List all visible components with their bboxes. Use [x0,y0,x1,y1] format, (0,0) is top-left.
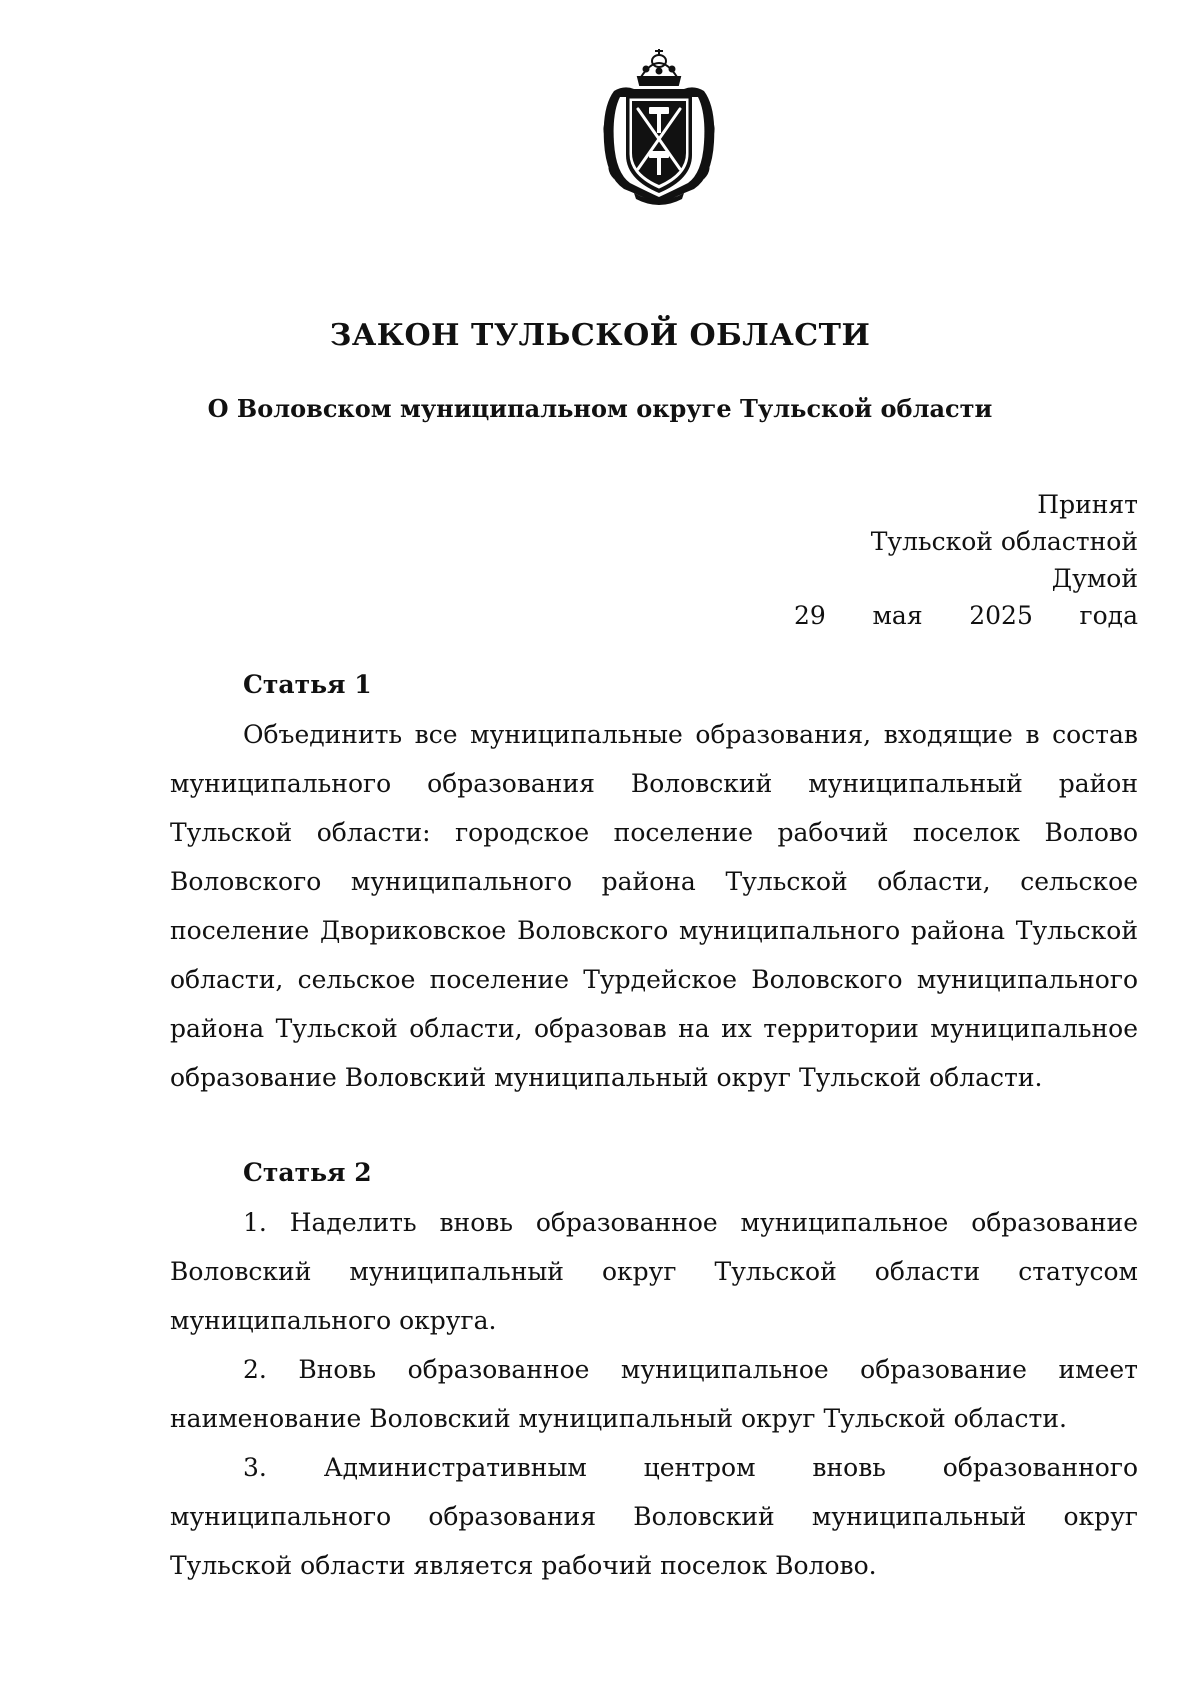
adoption-year-word: года [1079,601,1138,630]
article-heading: Статья 1 [243,670,372,699]
article-paragraph: 2. Вновь образованное муниципальное образование имеет наименование Воловский муниципальный округ Тульской области. [170,1355,1138,1433]
adoption-date [794,597,1138,634]
coat-of-arms-icon [594,47,724,207]
adoption-block [794,486,1138,634]
article-paragraph: 3. Административным центром вновь образованного муниципального образования Воловский муниципальный округ Тульской области является рабочий поселок Волово. [170,1453,1138,1580]
article-heading: Статья 2 [243,1158,372,1187]
adoption-day: 29 [794,601,826,630]
coat-of-arms-graphic [594,47,724,207]
article-paragraph: Объединить все муниципальные образования, входящие в состав муниципального образования Воловский муниципальный район Тульской области: городское поселение рабочий поселок Волово Воловского муниципального района Тульской области, сельское поселение Двориковское Воловского муниципального района Тульской области, сельское поселение Турдейское Воловского муниципального района Тульской области, образовав на их территории муниципальное образование Воловский муниципальный округ Тульской области. [170,720,1138,1092]
article-1 [170,662,1138,1102]
law-subtitle: О Воловском муниципальном округе Тульской области [207,394,993,423]
adoption-line-body: Тульской областной Думой [870,527,1138,593]
article-2 [170,1150,1138,1590]
adoption-month: мая [872,601,923,630]
article-paragraph: 1. Наделить вновь образованное муниципальное образование Воловский муниципальный округ Тульской области статусом муниципального округа. [170,1208,1138,1335]
adoption-line-adopted: Принят [1037,490,1138,519]
adoption-year: 2025 [969,601,1033,630]
law-title: ЗАКОН ТУЛЬСКОЙ ОБЛАСТИ [329,318,871,353]
